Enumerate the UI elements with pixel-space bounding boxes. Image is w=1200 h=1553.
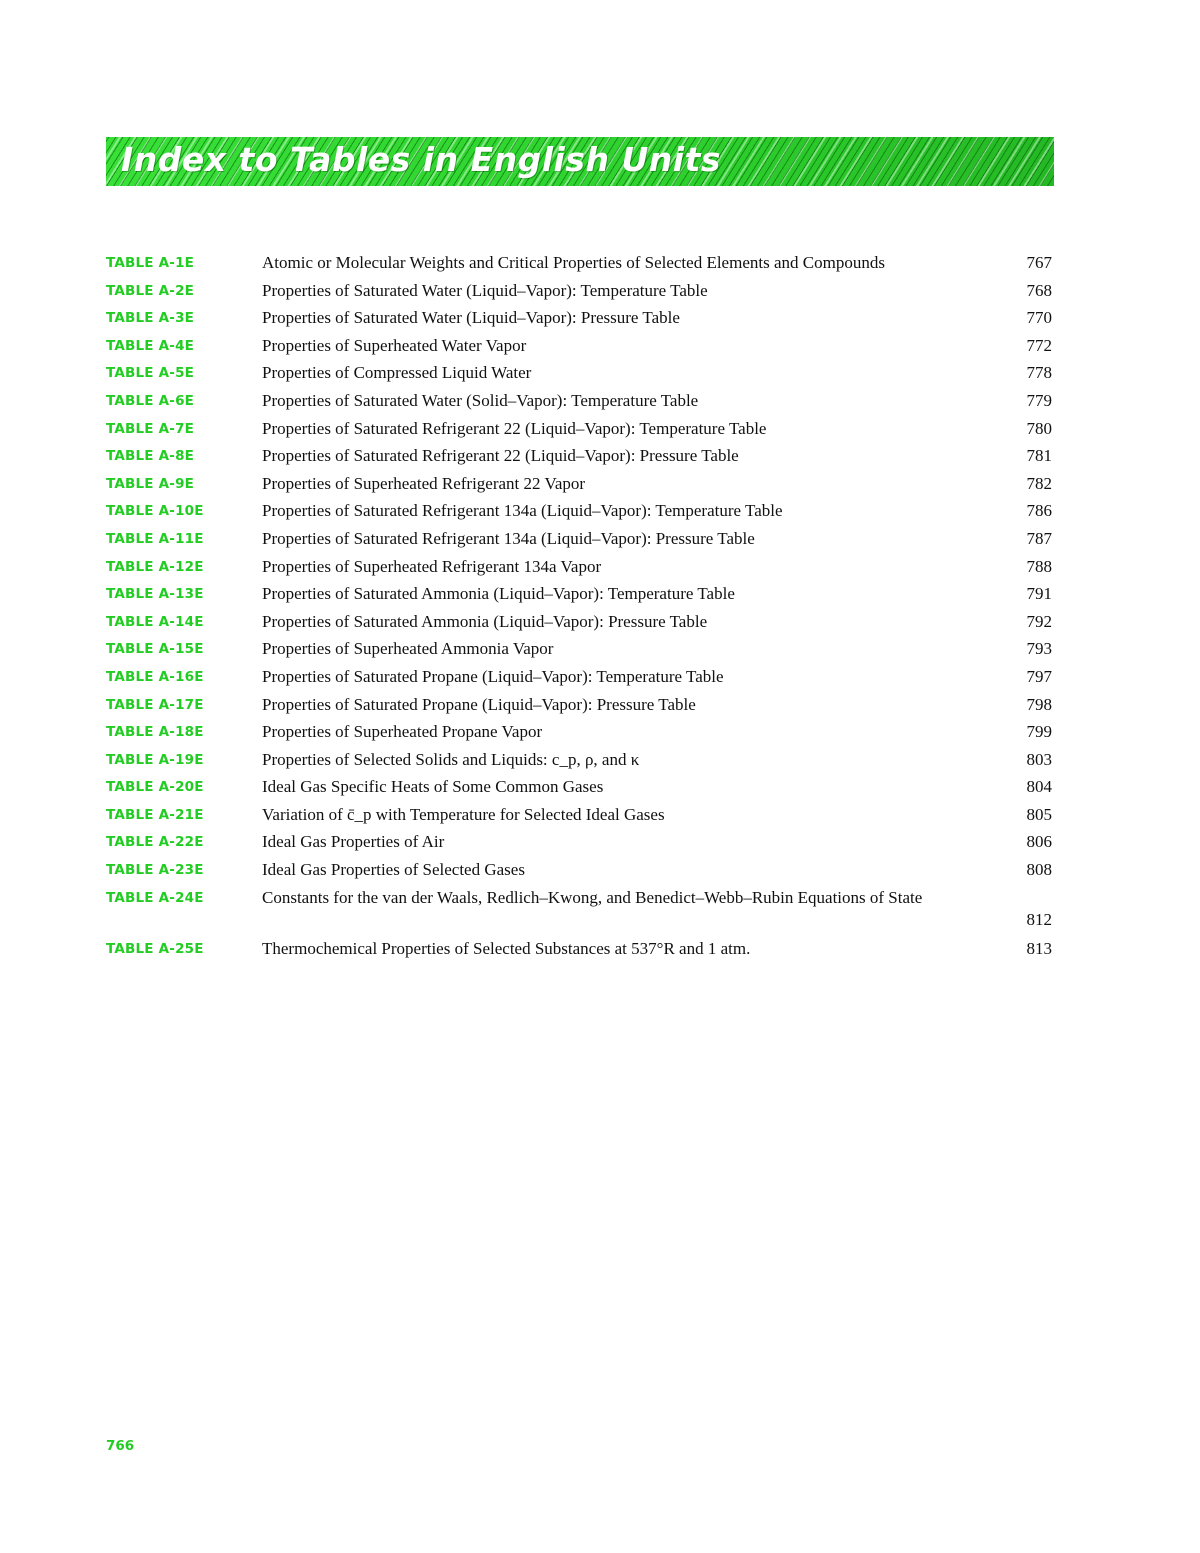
- page-number: 808: [1026, 860, 1052, 880]
- table-code: TABLE A-9E: [106, 475, 195, 492]
- table-code: TABLE A-22E: [106, 834, 204, 851]
- table-title: Properties of Saturated Propane (Liquid–Vapor): Temperature Table: [262, 666, 724, 686]
- page-number: 813: [1026, 938, 1052, 958]
- list-item[interactable]: [106, 857, 1054, 885]
- table-title: Properties of Saturated Ammonia (Liquid–Vapor): Temperature Table: [262, 584, 735, 604]
- table-title: Properties of Superheated Water Vapor: [262, 335, 527, 355]
- table-code: TABLE A-18E: [106, 724, 204, 741]
- table-code: TABLE A-5E: [106, 365, 195, 382]
- page-folio: 766: [106, 1438, 135, 1454]
- table-code: TABLE A-8E: [106, 448, 195, 465]
- list-item[interactable]: [106, 885, 1054, 936]
- table-title: Atomic or Molecular Weights and Critical Properties of Selected Elements and Compounds: [262, 253, 885, 272]
- list-item[interactable]: [106, 388, 1054, 416]
- table-title: Properties of Compressed Liquid Water: [262, 363, 532, 383]
- table-title: Properties of Saturated Refrigerant 22 (Liquid–Vapor): Pressure Table: [262, 446, 739, 466]
- page-number: 787: [1026, 528, 1052, 548]
- page-number: 778: [1026, 363, 1052, 383]
- list-item[interactable]: [106, 609, 1054, 637]
- table-title: Properties of Superheated Refrigerant 22 Vapor: [262, 473, 586, 493]
- table-code: TABLE A-2E: [106, 282, 195, 299]
- page-number: 805: [1026, 804, 1052, 824]
- list-item[interactable]: [106, 802, 1054, 830]
- page-number: 772: [1026, 335, 1052, 355]
- list-item[interactable]: [106, 443, 1054, 471]
- page-number: 768: [1026, 280, 1052, 300]
- list-item[interactable]: [106, 498, 1054, 526]
- list-item[interactable]: [106, 664, 1054, 692]
- table-title: Properties of Saturated Refrigerant 134a (Liquid–Vapor): Temperature Table: [262, 501, 783, 521]
- table-title: Properties of Saturated Water (Solid–Vapor): Temperature Table: [262, 390, 699, 410]
- list-item[interactable]: [106, 416, 1054, 444]
- table-title: Ideal Gas Specific Heats of Some Common Gases: [262, 777, 604, 797]
- page-number: 779: [1026, 390, 1052, 410]
- page-number: 797: [1026, 666, 1052, 686]
- table-code: TABLE A-17E: [106, 696, 204, 713]
- page-number: 780: [1026, 418, 1052, 438]
- table-title: Properties of Saturated Ammonia (Liquid–Vapor): Pressure Table: [262, 611, 708, 631]
- table-title: Properties of Saturated Refrigerant 22 (Liquid–Vapor): Temperature Table: [262, 418, 767, 438]
- list-item[interactable]: [106, 936, 1054, 964]
- page-number: 782: [1026, 473, 1052, 493]
- table-title: Ideal Gas Properties of Selected Gases: [262, 860, 525, 880]
- page-number: 793: [1026, 639, 1052, 659]
- table-title: Properties of Selected Solids and Liquids: c_p, ρ, and κ: [262, 749, 640, 769]
- table-code: TABLE A-25E: [106, 940, 204, 957]
- table-title: Thermochemical Properties of Selected Substances at 537°R and 1 atm.: [262, 938, 751, 958]
- list-item[interactable]: [106, 692, 1054, 720]
- page-number: 770: [1026, 308, 1052, 328]
- table-code: TABLE A-4E: [106, 337, 195, 354]
- page-number: 791: [1026, 584, 1052, 604]
- table-title: Variation of c̄_p with Temperature for Selected Ideal Gases: [262, 804, 665, 824]
- table-code: TABLE A-19E: [106, 751, 204, 768]
- table-code: TABLE A-16E: [106, 668, 204, 685]
- page-number: 788: [1026, 556, 1052, 576]
- list-item[interactable]: [106, 471, 1054, 499]
- table-title: Properties of Saturated Refrigerant 134a (Liquid–Vapor): Pressure Table: [262, 528, 755, 548]
- title-banner: [106, 137, 1054, 186]
- table-code: TABLE A-11E: [106, 530, 204, 547]
- table-code: TABLE A-12E: [106, 558, 204, 575]
- table-title: Properties of Superheated Refrigerant 134a Vapor: [262, 556, 602, 576]
- page-number: 798: [1026, 694, 1052, 714]
- list-item[interactable]: [106, 333, 1054, 361]
- page-number: 767: [1026, 253, 1052, 272]
- table-code: TABLE A-14E: [106, 613, 204, 630]
- page-title: Index to Tables in English Units: [121, 140, 722, 179]
- list-item[interactable]: [106, 829, 1054, 857]
- list-item[interactable]: [106, 278, 1054, 306]
- table-title: Properties of Saturated Water (Liquid–Vapor): Temperature Table: [262, 280, 708, 300]
- list-item[interactable]: [106, 636, 1054, 664]
- table-code: TABLE A-7E: [106, 420, 195, 437]
- table-title: Constants for the van der Waals, Redlich–Kwong, and Benedict–Webb–Rubin Equations of State: [262, 887, 923, 907]
- table-title: Properties of Saturated Water (Liquid–Vapor): Pressure Table: [262, 308, 680, 328]
- table-title: Ideal Gas Properties of Air: [262, 832, 445, 852]
- table-code: TABLE A-24E: [106, 889, 204, 906]
- page-number: 804: [1026, 777, 1052, 797]
- list-item[interactable]: [106, 360, 1054, 388]
- table-title: Properties of Saturated Propane (Liquid–Vapor): Pressure Table: [262, 694, 696, 714]
- list-item[interactable]: [106, 554, 1054, 582]
- table-title: Properties of Superheated Ammonia Vapor: [262, 639, 554, 659]
- table-title: Properties of Superheated Propane Vapor: [262, 722, 543, 742]
- page-number: 781: [1026, 446, 1052, 466]
- page-number: 786: [1026, 501, 1052, 521]
- table-code: TABLE A-1E: [106, 255, 195, 271]
- page-number: 806: [1026, 832, 1052, 852]
- table-code: TABLE A-15E: [106, 641, 204, 658]
- list-item[interactable]: [106, 747, 1054, 775]
- table-code: TABLE A-6E: [106, 392, 195, 409]
- page-number: 792: [1026, 611, 1052, 631]
- table-code: TABLE A-20E: [106, 779, 204, 796]
- list-item[interactable]: [106, 581, 1054, 609]
- page-number: 803: [1026, 749, 1052, 769]
- list-item[interactable]: [106, 526, 1054, 554]
- list-item[interactable]: [106, 250, 1054, 278]
- list-item[interactable]: [106, 719, 1054, 747]
- table-code: TABLE A-21E: [106, 806, 204, 823]
- table-code: TABLE A-10E: [106, 503, 204, 520]
- table-code: TABLE A-3E: [106, 310, 195, 327]
- list-item[interactable]: [106, 305, 1054, 333]
- page-number: 812: [1026, 909, 1052, 929]
- table-index-list: [106, 250, 1054, 963]
- table-code: TABLE A-13E: [106, 586, 204, 603]
- list-item[interactable]: [106, 774, 1054, 802]
- table-code: TABLE A-23E: [106, 862, 204, 879]
- page-number: 799: [1026, 722, 1052, 742]
